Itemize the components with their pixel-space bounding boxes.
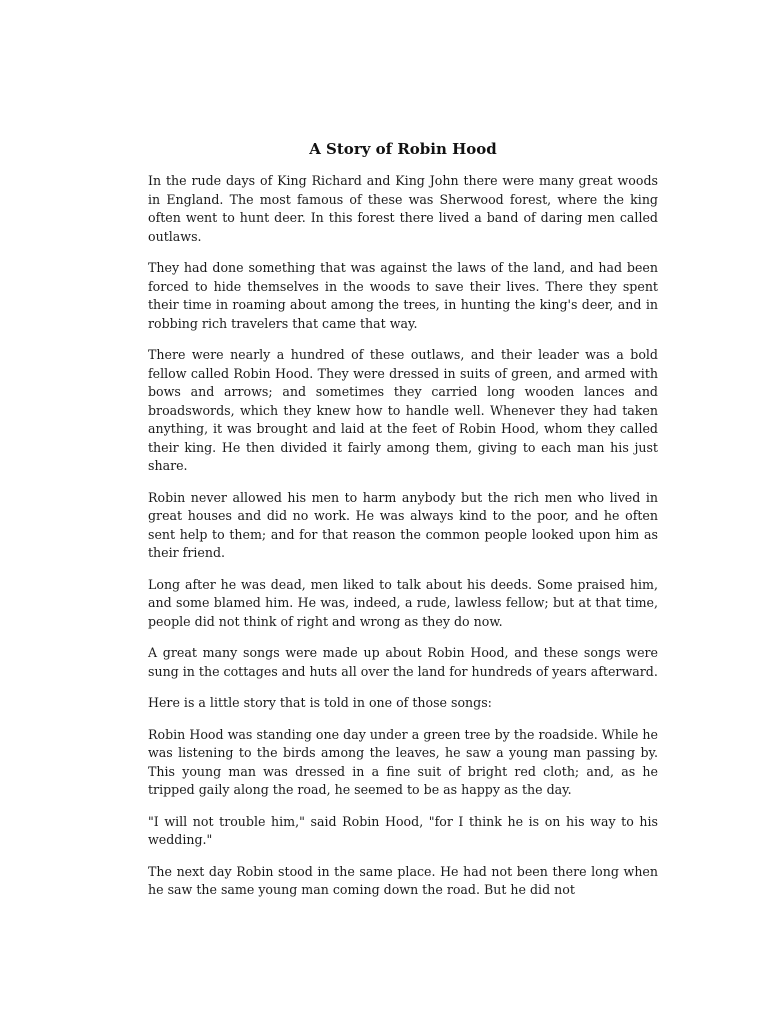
paragraph: Robin never allowed his men to harm anybody but the rich men who lived in great houses and did no work. He was always kind to the poor, and he often sent help to them; and for that reason the common people looked upon him as their friend.: [148, 489, 658, 560]
paragraph: Here is a little story that is told in one of those songs:: [148, 695, 492, 710]
document-title: A Story of Robin Hood: [309, 140, 497, 158]
paragraph: There were nearly a hundred of these outlaws, and their leader was a bold fellow called Robin Hood. They were dressed in suits of green, and armed with bows and arrows; and sometimes they carried long wooden lances and broadswords, which they knew how to handle well. Whenever they had taken anything, it was brought and laid at the feet of Robin Hood, whom they called their king. He then divided it fairly among them, giving to each man his just share.: [148, 347, 658, 473]
paragraph: "I will not trouble him," said Robin Hood, "for I think he is on his way to his wedding.": [148, 813, 658, 847]
paragraph: In the rude days of King Richard and King John there were many great woods in England. The most famous of these was Sherwood forest, where the king often went to hunt deer. In this forest there lived a band of daring men called outlaws.: [148, 173, 658, 244]
paragraph: A great many songs were made up about Robin Hood, and these songs were sung in the cottages and huts all over the land for hundreds of years afterward.: [148, 645, 658, 679]
paragraph: Long after he was dead, men liked to talk about his deeds. Some praised him, and some blamed him. He was, indeed, a rude, lawless fellow; but at that time, people did not think of right and wrong as they do now.: [148, 576, 658, 629]
document-body: [148, 172, 658, 913]
paragraph: The next day Robin stood in the same place. He had not been there long when he saw the same young man coming down the road. But he did not: [148, 863, 658, 897]
paragraph: Robin Hood was standing one day under a green tree by the roadside. While he was listening to the birds among the leaves, he saw a young man passing by. This young man was dressed in a fine suit of bright red cloth; and, as he tripped gaily along the road, he seemed to be as happy as the day.: [148, 726, 658, 797]
paragraph: They had done something that was against the laws of the land, and had been forced to hide themselves in the woods to save their lives. There they spent their time in roaming about among the trees, in hunting the king's deer, and in robbing rich travelers that came that way.: [148, 260, 658, 331]
